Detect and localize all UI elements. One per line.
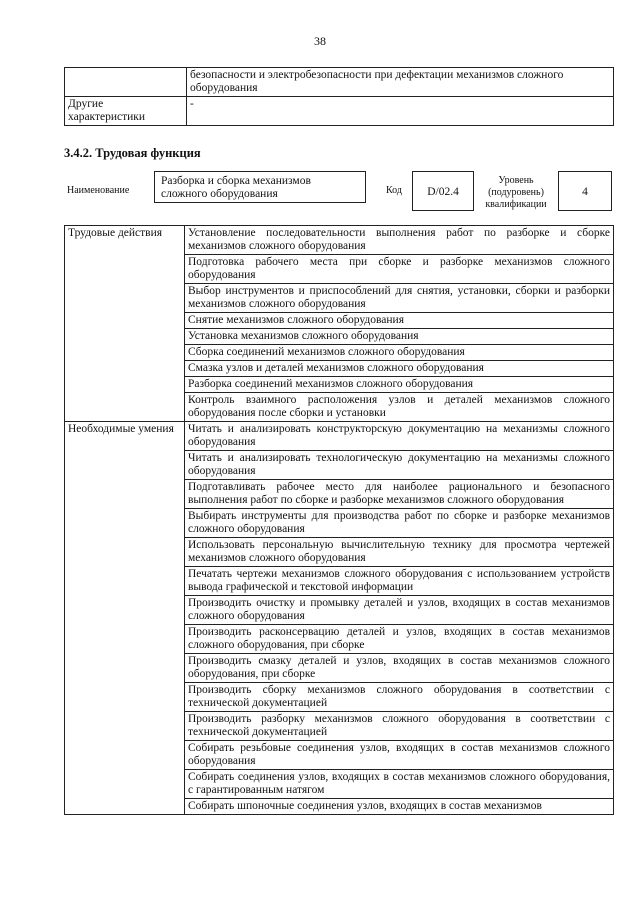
labor-actions-item: Установка механизмов сложного оборудования	[185, 329, 614, 345]
labor-actions-row	[65, 361, 614, 377]
skills-row	[65, 509, 614, 538]
name-label: Наименование	[67, 185, 130, 196]
row-text: безопасности и электробезопасности при дефектации механизмов сложного оборудования	[187, 68, 614, 97]
skills-label-continuation	[65, 567, 185, 596]
skills-label-continuation	[65, 799, 185, 815]
empty-label-cell	[65, 68, 187, 97]
function-name: Разборка и сборка механизмов сложного оборудования	[154, 171, 366, 203]
page-number: 38	[314, 34, 326, 48]
skills-row	[65, 567, 614, 596]
skills-item: Собирать соединения узлов, входящих в состав механизмов сложного оборудования, с гарантированным натягом	[185, 770, 614, 799]
labor-actions-row	[65, 345, 614, 361]
labor-actions-label-continuation	[65, 313, 185, 329]
skills-item: Производить сборку механизмов сложного оборудования в соответствии с технической документацией	[185, 683, 614, 712]
skills-row	[65, 596, 614, 625]
labor-actions-row	[65, 255, 614, 284]
labor-actions-label: Трудовые действия	[65, 226, 185, 255]
skills-item: Использовать персональную вычислительную технику для просмотра чертежей механизмов сложного оборудования	[185, 538, 614, 567]
labor-actions-row	[65, 377, 614, 393]
previous-function-table-tail	[64, 67, 614, 126]
labor-actions-label-continuation	[65, 329, 185, 345]
code-label: Код	[386, 185, 402, 196]
skills-label-continuation	[65, 625, 185, 654]
labor-actions-item: Смазка узлов и деталей механизмов сложного оборудования	[185, 361, 614, 377]
function-details-table	[64, 225, 614, 815]
labor-actions-label-continuation	[65, 284, 185, 313]
labor-actions-label-continuation	[65, 377, 185, 393]
level-label: Уровень (подуровень) квалификации	[485, 175, 547, 210]
skills-item: Выбирать инструменты для производства работ по сборке и разборке механизмов сложного оборудования	[185, 509, 614, 538]
skills-item: Печатать чертежи механизмов сложного оборудования с использованием устройств вывода графической и текстовой информации	[185, 567, 614, 596]
skills-item: Производить смазку деталей и узлов, входящих в состав механизмов сложного оборудования, при сборке	[185, 654, 614, 683]
skills-row	[65, 654, 614, 683]
skills-row	[65, 480, 614, 509]
skills-row	[65, 683, 614, 712]
skills-label-continuation	[65, 741, 185, 770]
skills-row	[65, 625, 614, 654]
labor-actions-row	[65, 313, 614, 329]
skills-item: Читать и анализировать конструкторскую документацию на механизмы сложного оборудования	[185, 422, 614, 451]
labor-actions-row	[65, 284, 614, 313]
section-title: 3.4.2. Трудовая функция	[64, 146, 201, 160]
skills-label-continuation	[65, 712, 185, 741]
skills-row	[65, 770, 614, 799]
skills-label-continuation	[65, 683, 185, 712]
skills-item: Читать и анализировать технологическую документацию на механизмы сложного оборудования	[185, 451, 614, 480]
labor-actions-item: Подготовка рабочего места при сборке и разборке механизмов сложного оборудования	[185, 255, 614, 284]
labor-actions-label-continuation	[65, 361, 185, 377]
skills-row	[65, 799, 614, 815]
skills-label-continuation	[65, 509, 185, 538]
labor-actions-label-continuation	[65, 255, 185, 284]
skills-label: Необходимые умения	[65, 422, 185, 451]
labor-actions-item: Установление последовательности выполнения работ по разборке и сборке механизмов сложного оборудования	[185, 226, 614, 255]
labor-actions-row	[65, 226, 614, 255]
labor-actions-item: Сборка соединений механизмов сложного оборудования	[185, 345, 614, 361]
function-code: D/02.4	[412, 171, 474, 211]
other-characteristics-value: -	[187, 97, 614, 126]
labor-actions-item: Выбор инструментов и приспособлений для снятия, установки, сборки и разборки механизмов сложного оборудования	[185, 284, 614, 313]
skills-row	[65, 451, 614, 480]
skills-item: Производить очистку и промывку деталей и узлов, входящих в состав механизмов сложного оборудования	[185, 596, 614, 625]
labor-actions-label-continuation	[65, 345, 185, 361]
labor-actions-label-continuation	[65, 393, 185, 422]
skills-item: Производить расконсервацию деталей и узлов, входящих в состав механизмов сложного оборудования, при сборке	[185, 625, 614, 654]
skills-item: Подготавливать рабочее место для наиболее рационального и безопасного выполнения работ по сборке и разборке механизмов сложного оборудования	[185, 480, 614, 509]
labor-actions-item: Разборка соединений механизмов сложного оборудования	[185, 377, 614, 393]
other-characteristics-label: Другие характеристики	[65, 97, 187, 126]
skills-label-continuation	[65, 538, 185, 567]
skills-item: Производить разборку механизмов сложного оборудования в соответствии с технической документацией	[185, 712, 614, 741]
labor-actions-item: Снятие механизмов сложного оборудования	[185, 313, 614, 329]
skills-row	[65, 422, 614, 451]
labor-actions-row	[65, 393, 614, 422]
skills-label-continuation	[65, 654, 185, 683]
labor-actions-item: Контроль взаимного расположения узлов и деталей механизмов сложного оборудования после сборки и установки	[185, 393, 614, 422]
skills-label-continuation	[65, 770, 185, 799]
labor-actions-row	[65, 329, 614, 345]
skills-label-continuation	[65, 480, 185, 509]
skills-item: Собирать резьбовые соединения узлов, входящих в состав механизмов сложного оборудования	[185, 741, 614, 770]
skills-label-continuation	[65, 596, 185, 625]
skills-item: Собирать шпоночные соединения узлов, входящих в состав механизмов	[185, 799, 614, 815]
skills-row	[65, 712, 614, 741]
skills-label-continuation	[65, 451, 185, 480]
skills-row	[65, 538, 614, 567]
qualification-level: 4	[558, 171, 612, 211]
skills-row	[65, 741, 614, 770]
